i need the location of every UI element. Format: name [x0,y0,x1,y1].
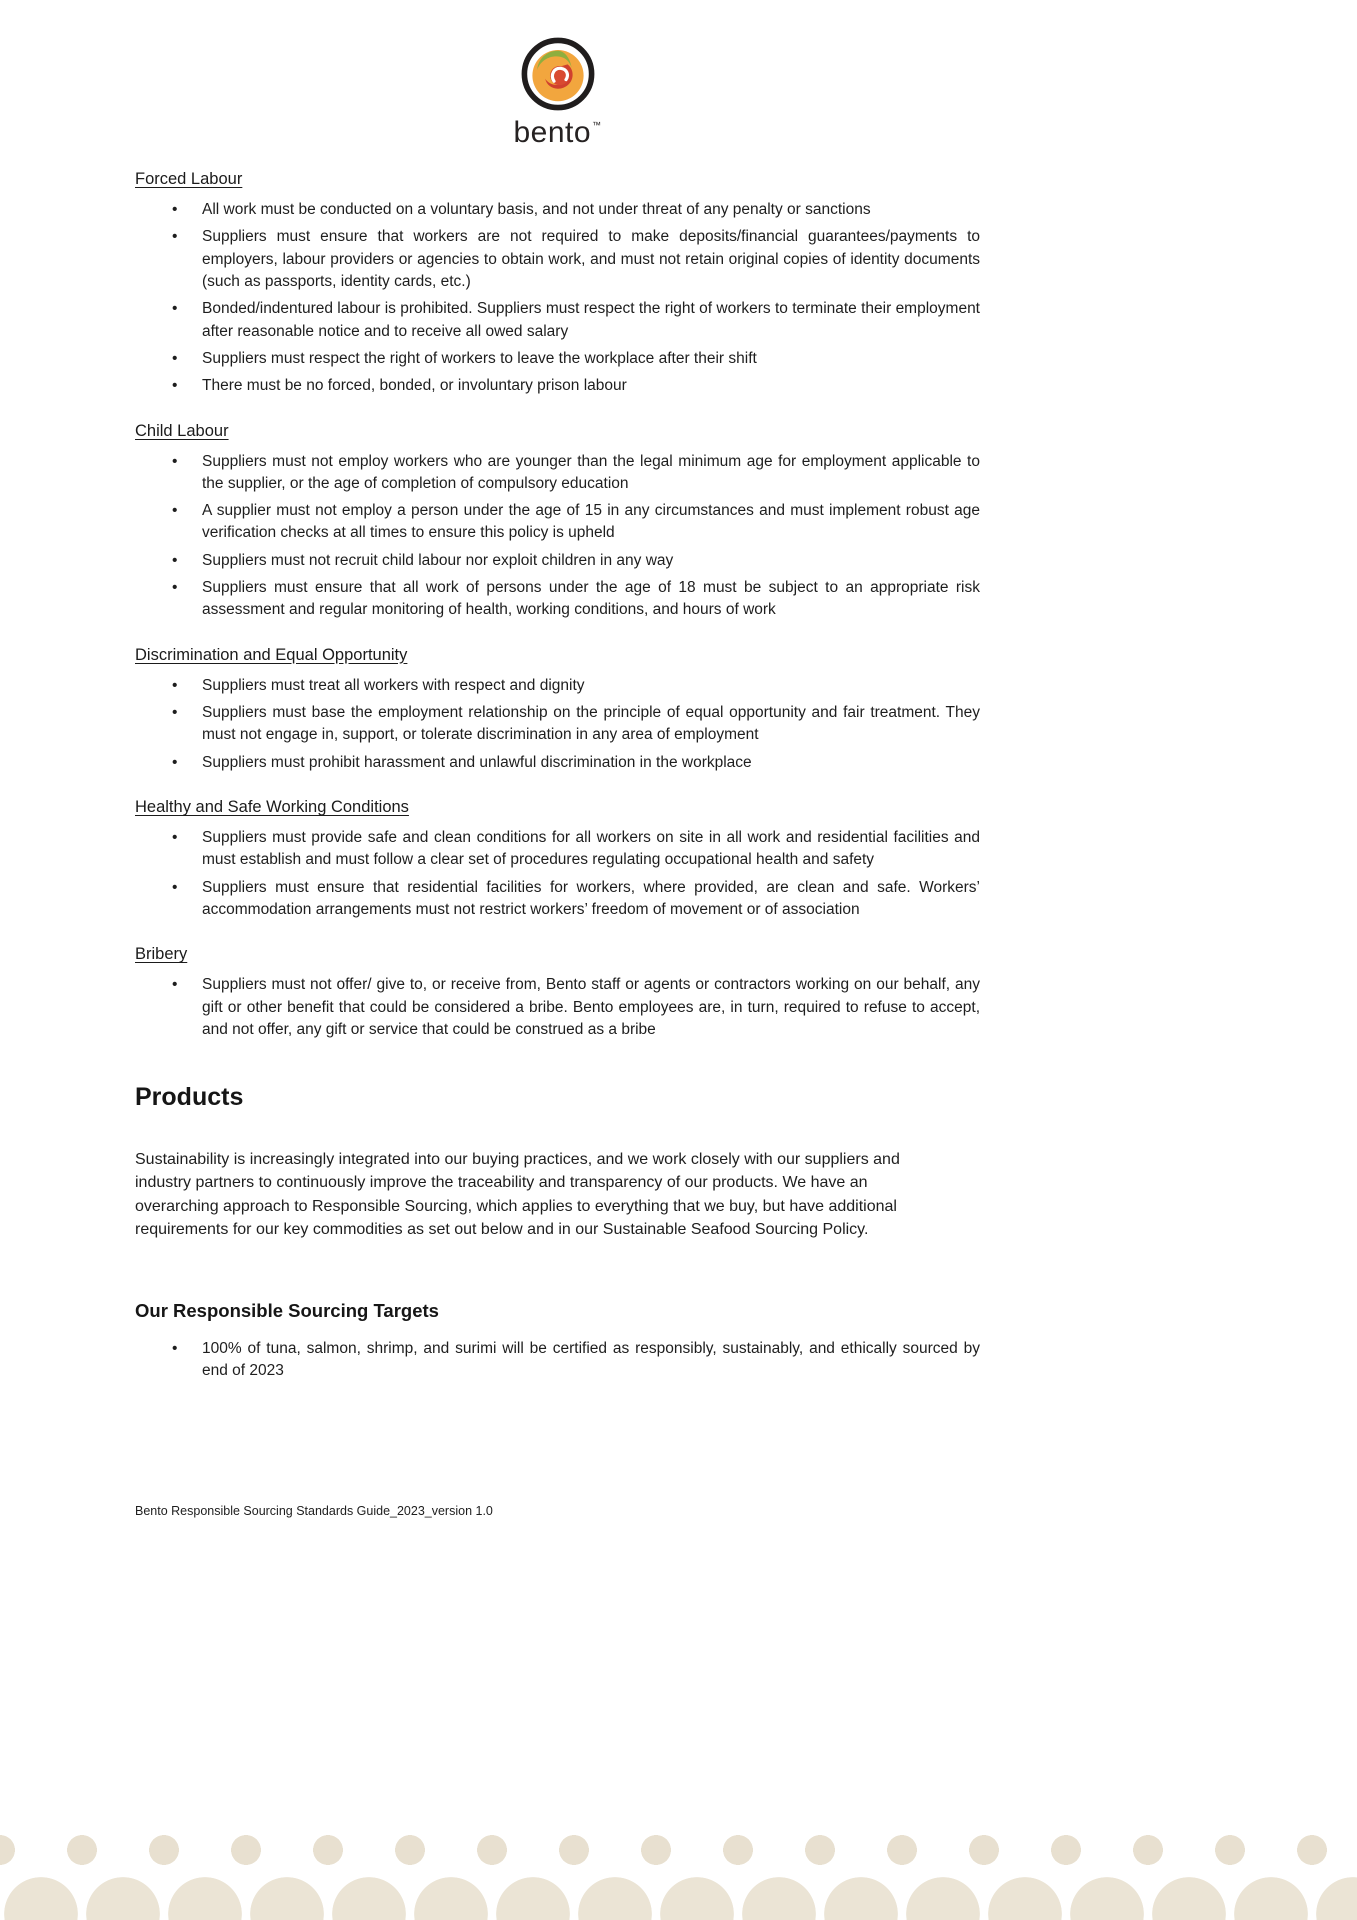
forced-labour-bullet-list [135,199,980,398]
bullet-item: • Suppliers must not employ workers who are younger than the legal minimum age for employment applicable to the supplier, or the age of completion of compulsory education [135,451,980,496]
bullet-item: • All work must be conducted on a voluntary basis, and not under threat of any penalty or sanctions [135,199,980,221]
bribery-bullet-list [135,974,980,1041]
sourcing-targets-heading: Our Responsible Sourcing Targets [135,1299,439,1321]
bullet-item: • Bonded/indentured labour is prohibited. Suppliers must respect the right of workers to terminate their employment after reasonable notice and to receive all owed salary [135,298,980,343]
brand-logo [135,34,980,150]
footer-note: Bento Responsible Sourcing Standards Guide_2023_version 1.0 [135,1504,493,1518]
bullet-item: • Suppliers must provide safe and clean conditions for all workers on site in all work and residential facilities and must establish and must follow a clear set of procedures regulating occupational health and safety [135,827,980,872]
health-safety-bullet-list [135,827,980,921]
bullet-item: • A supplier must not employ a person under the age of 15 in any circumstances and must implement robust age verification checks at all times to ensure this policy is upheld [135,500,980,545]
brand-name [513,116,601,150]
bullet-item: • Suppliers must ensure that residential facilities for workers, where provided, are clean and safe. Workers’ accommodation arrangements must not restrict workers’ freedom of movement or of association [135,877,980,922]
bullet-item: • Suppliers must not recruit child labour nor exploit children in any way [135,550,980,572]
bullet-item: • Suppliers must ensure that workers are not required to make deposits/financial guarantees/payments to employers, labour providers or agencies to obtain work, and must not retain original copies of identity documents (such as passports, identity cards, etc.) [135,226,980,293]
trademark-symbol: ™ [592,120,602,130]
section-products [135,1083,980,1382]
section-heading-discrimination: Discrimination and Equal Opportunity [135,645,408,664]
section-bribery [135,945,980,1041]
bullet-item: • Suppliers must base the employment relationship on the principle of equal opportunity and fair treatment. They must not engage in, support, or tolerate discrimination in any area of employment [135,702,980,747]
bullet-item: • Suppliers must prohibit harassment and unlawful discrimination in the workplace [135,752,980,774]
bullet-item: • Suppliers must respect the right of workers to leave the workplace after their shift [135,348,980,370]
bullet-item: • Suppliers must ensure that all work of persons under the age of 18 must be subject to an appropriate risk assessment and regular monitoring of health, working conditions, and hours of work [135,577,980,622]
section-heading-bribery: Bribery [135,945,188,964]
sourcing-targets-bullet-list [135,1338,980,1383]
products-paragraph: Sustainability is increasingly integrated into our buying practices, and we work closely with our suppliers and industry partners to continuously improve the traceability and transparency of our products. We have an overarching approach to Responsible Sourcing, which applies to everything that we buy, but have additional requirements for our key commodities as set out below and in our Sustainable Seafood Sourcing Policy. [135,1151,900,1239]
child-labour-bullet-list [135,451,980,622]
section-child-labour [135,422,980,622]
section-forced-labour [135,170,980,398]
section-heading-forced-labour: Forced Labour [135,170,243,188]
bullet-item: • There must be no forced, bonded, or involuntary prison labour [135,375,980,397]
discrimination-bullet-list [135,675,980,774]
brand-wordmark: bento [513,116,592,149]
section-heading-health-safety: Healthy and Safe Working Conditions [135,797,409,816]
products-title: Products [135,1083,244,1112]
section-heading-child-labour: Child Labour [135,421,229,440]
bullet-item: • Suppliers must treat all workers with respect and dignity [135,675,980,697]
decorative-dot-border [0,1834,1357,1920]
section-health-safety [135,798,980,921]
bullet-item: • 100% of tuna, salmon, shrimp, and surimi will be certified as responsibly, sustainably, and ethically sourced by end of 2023 [135,1338,980,1383]
section-discrimination [135,646,980,774]
bento-logo-icon [518,34,598,114]
bullet-item: • Suppliers must not offer/ give to, or receive from, Bento staff or agents or contractors working on our behalf, any gift or other benefit that could be considered a bribe. Bento employees are, in turn, required to refuse to accept, and not offer, any gift or service that could be construed as a bribe [135,974,980,1041]
